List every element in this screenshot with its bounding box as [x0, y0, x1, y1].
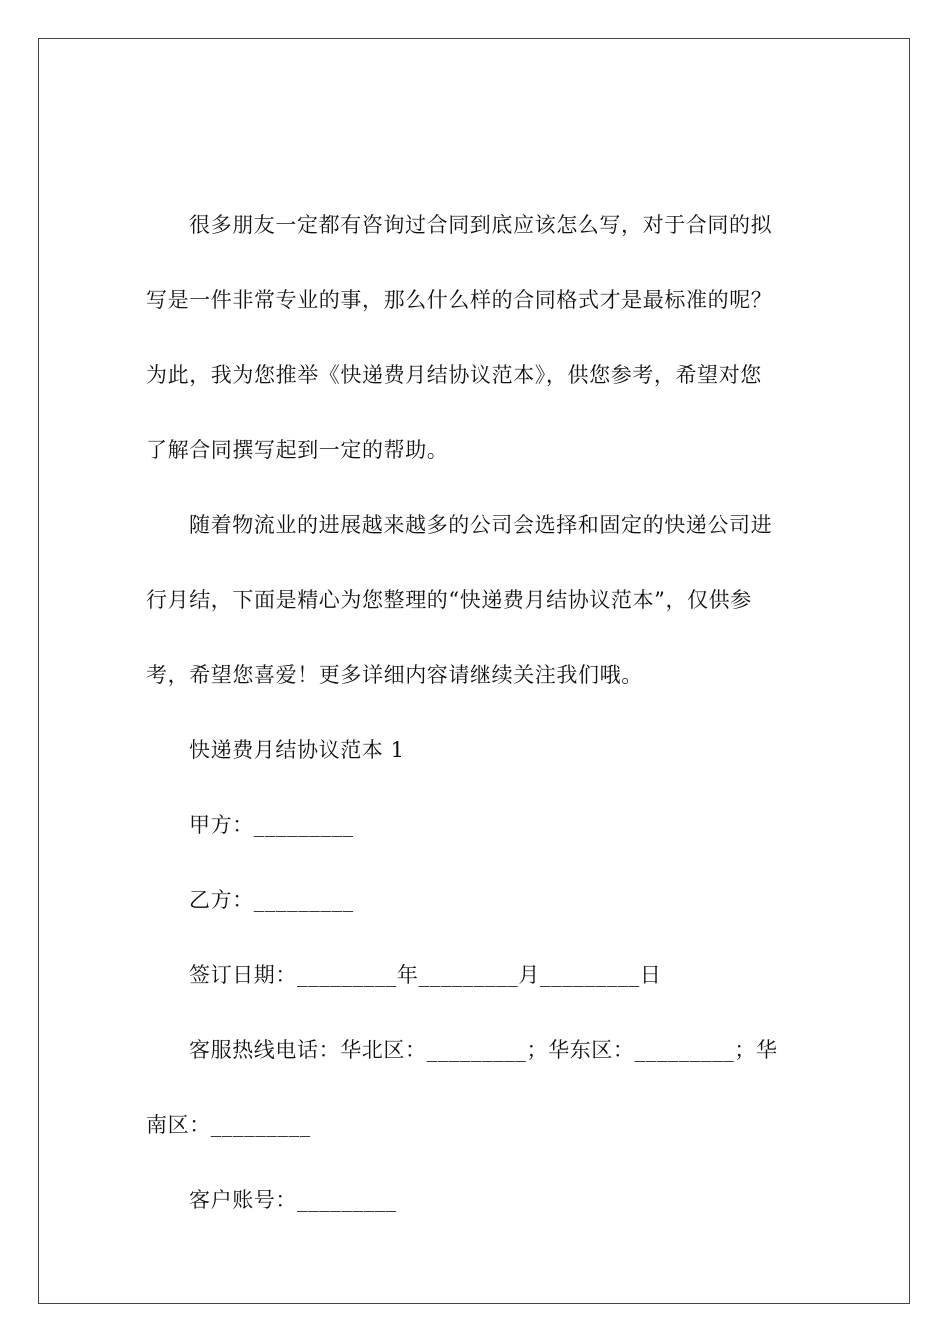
hotline-line-1: 客服热线电话：华北区：_________；华东区：_________；华	[189, 1038, 778, 1062]
intro-line-4: 了解合同撰写起到一定的帮助。	[146, 438, 449, 462]
contract-title: 快递费月结协议范本 1	[189, 738, 405, 762]
sign-date-field: 签订日期：_________年_________月_________日	[189, 963, 662, 987]
intro-line-1: 很多朋友一定都有咨询过合同到底应该怎么写，对于合同的拟	[189, 213, 773, 237]
preface-line-3: 考，希望您喜爱！更多详细内容请继续关注我们哦。	[146, 663, 643, 687]
intro-line-2: 写是一件非常专业的事，那么什么样的合同格式才是最标准的呢？	[146, 288, 773, 312]
party-a-field: 甲方：_________	[189, 813, 354, 837]
account-field: 客户账号：_________	[189, 1188, 397, 1212]
party-b-field: 乙方：_________	[189, 888, 354, 912]
intro-line-3: 为此，我为您推举《快递费月结协议范本》，供您参考，希望对您	[146, 363, 762, 387]
preface-line-2: 行月结，下面是精心为您整理的“快递费月结协议范本”，仅供参	[146, 588, 752, 612]
hotline-line-2: 南区：_________	[146, 1113, 311, 1137]
preface-line-1: 随着物流业的进展越来越多的公司会选择和固定的快递公司进	[189, 513, 773, 537]
